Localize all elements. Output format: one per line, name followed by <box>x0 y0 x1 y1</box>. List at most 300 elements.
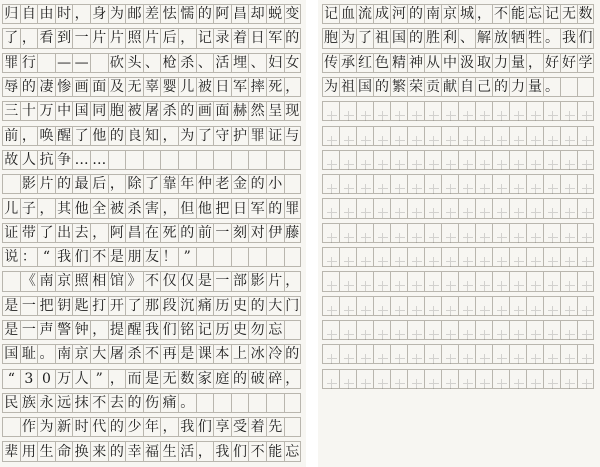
show-through-mark <box>444 158 458 172</box>
grid-cell <box>373 4 390 24</box>
grid-cell <box>72 393 90 413</box>
grid-cell <box>458 344 475 364</box>
grid-cell <box>213 101 231 121</box>
handwritten-char: 万 <box>57 370 72 387</box>
handwritten-char: 说 <box>4 249 19 266</box>
handwritten-char: 影 <box>250 273 265 290</box>
grid-cell <box>322 223 339 243</box>
show-through-mark <box>529 231 543 245</box>
show-through-mark <box>580 158 594 172</box>
grid-cell <box>458 126 475 146</box>
grid-cell <box>390 101 407 121</box>
handwritten-char: 的 <box>109 127 124 144</box>
grid-cell <box>441 4 458 24</box>
grid-cell <box>407 77 424 97</box>
handwritten-char: 钥 <box>57 297 72 314</box>
show-through-mark <box>563 109 577 123</box>
grid-cell <box>339 77 356 97</box>
handwritten-char: 的 <box>197 6 212 23</box>
grid-cell <box>339 344 356 364</box>
grid-cell <box>196 223 214 243</box>
show-through-mark <box>461 134 475 148</box>
handwritten-char: 生 <box>39 443 54 460</box>
grid-cell <box>160 247 178 267</box>
text-line <box>2 53 301 73</box>
grid-cell <box>231 28 249 48</box>
text-line <box>2 393 301 413</box>
show-through-mark <box>342 328 356 342</box>
grid-cell <box>560 101 577 121</box>
grid-cell <box>213 53 231 73</box>
handwritten-char: — <box>74 54 89 71</box>
grid-cell <box>20 271 38 291</box>
grid-cell <box>509 126 526 146</box>
grid-cell <box>55 77 73 97</box>
show-through-mark <box>376 206 390 220</box>
grid-cell <box>90 174 108 194</box>
grid-cell <box>143 150 161 170</box>
grid-cell <box>560 77 577 97</box>
handwritten-char: 却 <box>250 6 265 23</box>
grid-cell <box>543 247 560 267</box>
show-through-mark <box>376 231 390 245</box>
show-through-mark <box>359 255 373 269</box>
handwritten-char: 除 <box>127 176 142 193</box>
show-through-mark <box>495 206 509 220</box>
handwritten-char: 史 <box>233 322 248 339</box>
grid-cell <box>72 296 90 316</box>
grid-cell <box>248 369 266 389</box>
grid-cell <box>284 174 302 194</box>
grid-cell <box>160 101 178 121</box>
text-line <box>2 296 301 316</box>
grid-cell <box>322 4 339 24</box>
handwritten-char: 那 <box>145 297 160 314</box>
grid-cell <box>266 223 284 243</box>
grid-cell <box>37 126 55 146</box>
grid-cell <box>248 198 266 218</box>
handwritten-char: 先 <box>268 419 283 436</box>
handwritten-char: 国 <box>358 79 372 96</box>
show-through-mark <box>359 231 373 245</box>
handwritten-char: 而 <box>127 370 142 387</box>
handwritten-char: “ <box>7 370 15 387</box>
grid-cell <box>441 369 458 389</box>
handwritten-char: ， <box>92 322 107 339</box>
show-through-mark <box>512 328 526 342</box>
grid-cell <box>424 126 441 146</box>
empty-grid-row <box>322 296 594 316</box>
grid-cell <box>55 369 73 389</box>
handwritten-char: 换 <box>74 443 89 460</box>
grid-cell <box>322 369 339 389</box>
text-line <box>2 174 301 194</box>
handwritten-char: 怯 <box>162 6 177 23</box>
grid-cell <box>72 344 90 364</box>
grid-cell <box>492 223 509 243</box>
grid-cell <box>90 441 108 461</box>
grid-cell <box>356 174 373 194</box>
grid-cell <box>125 320 143 340</box>
handwritten-char: 军 <box>250 200 265 217</box>
handwritten-char: 老 <box>215 176 230 193</box>
grid-cell <box>90 344 108 364</box>
grid-cell <box>72 150 90 170</box>
grid-cell <box>390 320 407 340</box>
grid-cell <box>231 393 249 413</box>
handwritten-char: ： <box>21 249 36 266</box>
grid-cell <box>248 150 266 170</box>
grid-cell <box>373 150 390 170</box>
grid-cell <box>2 77 20 97</box>
handwritten-char: 了 <box>74 127 89 144</box>
grid-cell <box>577 4 594 24</box>
grid-cell <box>560 150 577 170</box>
grid-cell <box>560 296 577 316</box>
handwritten-char: 中 <box>443 54 457 71</box>
grid-cell <box>2 28 20 48</box>
handwritten-char: 醒 <box>57 127 72 144</box>
grid-cell <box>178 53 196 73</box>
grid-cell <box>424 150 441 170</box>
show-through-mark <box>529 109 543 123</box>
handwritten-char: 人 <box>21 151 36 168</box>
grid-cell <box>560 344 577 364</box>
text-line <box>2 344 301 364</box>
grid-cell <box>160 344 178 364</box>
grid-cell <box>322 174 339 194</box>
show-through-mark <box>461 304 475 318</box>
grid-cell <box>160 441 178 461</box>
handwritten-char: 抗 <box>39 151 54 168</box>
show-through-mark <box>325 206 339 220</box>
grid-cell <box>213 344 231 364</box>
handwritten-char: 们 <box>578 30 593 47</box>
grid-cell <box>322 247 339 267</box>
grid-cell <box>72 441 90 461</box>
handwritten-char: 昌 <box>127 224 142 241</box>
handwritten-char <box>3 418 20 436</box>
show-through-mark <box>427 279 441 293</box>
grid-cell <box>213 417 231 437</box>
show-through-mark <box>461 231 475 245</box>
handwritten-char: 南 <box>426 6 440 23</box>
grid-cell <box>356 271 373 291</box>
grid-cell <box>178 296 196 316</box>
grid-cell <box>475 28 492 48</box>
handwritten-char: 身 <box>92 6 107 23</box>
grid-cell <box>458 223 475 243</box>
show-through-mark <box>427 352 441 366</box>
grid-cell <box>560 271 577 291</box>
handwritten-char: … <box>92 151 107 168</box>
handwritten-char: 福 <box>145 443 160 460</box>
show-through-mark <box>461 328 475 342</box>
show-through-mark <box>529 377 543 391</box>
handwritten-char: 活 <box>180 443 195 460</box>
show-through-mark <box>546 134 560 148</box>
handwritten-char: 庭 <box>215 370 230 387</box>
grid-cell <box>577 247 594 267</box>
grid-cell <box>424 223 441 243</box>
show-through-mark <box>563 255 577 269</box>
grid-cell <box>20 28 38 48</box>
handwritten-char: 承 <box>341 54 355 71</box>
handwritten-char: 为 <box>324 79 338 96</box>
grid-cell <box>509 296 526 316</box>
grid-cell <box>178 4 196 24</box>
handwritten-char <box>3 175 20 193</box>
grid-cell <box>90 296 108 316</box>
show-through-mark <box>529 182 543 196</box>
handwritten-char: 的 <box>285 30 300 47</box>
grid-cell <box>407 4 424 24</box>
handwritten-char: ， <box>21 30 36 47</box>
handwritten-char: 证 <box>268 127 283 144</box>
grid-cell <box>143 126 161 146</box>
grid-cell <box>560 4 577 24</box>
handwritten-char: 年 <box>180 176 195 193</box>
grid-cell <box>577 53 594 73</box>
grid-cell <box>509 53 526 73</box>
grid-cell <box>20 369 38 389</box>
grid-cell <box>20 198 38 218</box>
handwritten-char: ， <box>39 200 54 217</box>
show-through-mark <box>325 109 339 123</box>
grid-cell <box>266 28 284 48</box>
grid-cell <box>125 441 143 461</box>
handwritten-char: 大 <box>92 346 107 363</box>
grid-cell <box>143 344 161 364</box>
handwritten-char <box>91 54 108 72</box>
grid-cell <box>20 126 38 146</box>
text-line <box>2 101 301 121</box>
grid-cell <box>2 53 20 73</box>
handwritten-char: 凄 <box>39 79 54 96</box>
handwritten-char: 对 <box>250 224 265 241</box>
grid-cell <box>231 296 249 316</box>
handwritten-char: 成 <box>375 6 389 23</box>
grid-cell <box>55 4 73 24</box>
handwritten-char: ， <box>162 127 177 144</box>
grid-cell <box>509 174 526 194</box>
grid-cell <box>424 296 441 316</box>
grid-cell <box>492 369 509 389</box>
handwritten-char: 红 <box>358 54 372 71</box>
grid-cell <box>108 174 126 194</box>
handwritten-char: 为 <box>109 6 124 23</box>
show-through-mark <box>359 158 373 172</box>
show-through-mark <box>342 134 356 148</box>
grid-cell <box>266 126 284 146</box>
grid-cell <box>213 320 231 340</box>
handwritten-char: 三 <box>4 103 19 120</box>
show-through-mark <box>342 279 356 293</box>
grid-cell <box>20 247 38 267</box>
show-through-mark <box>427 182 441 196</box>
grid-cell <box>492 28 509 48</box>
grid-cell <box>108 247 126 267</box>
grid-cell <box>407 101 424 121</box>
handwritten-char: 朋 <box>127 249 142 266</box>
grid-cell <box>55 296 73 316</box>
grid-cell <box>108 417 126 437</box>
handwritten-char: 享 <box>215 419 230 436</box>
show-through-mark <box>325 328 339 342</box>
grid-cell <box>509 4 526 24</box>
grid-cell <box>178 174 196 194</box>
show-through-mark <box>546 158 560 172</box>
grid-cell <box>356 150 373 170</box>
grid-cell <box>108 369 126 389</box>
handwritten-char: 解 <box>477 30 491 47</box>
handwritten-char: 不 <box>494 6 508 23</box>
handwritten-char: 数 <box>578 6 593 23</box>
grid-cell <box>526 174 543 194</box>
grid-cell <box>284 150 302 170</box>
handwritten-char: 、 <box>250 54 265 71</box>
grid-cell <box>284 393 302 413</box>
grid-cell <box>356 101 373 121</box>
handwritten-char: 其 <box>57 200 72 217</box>
handwritten-char: 归 <box>4 6 19 23</box>
grid-cell <box>390 296 407 316</box>
grid-cell <box>266 296 284 316</box>
grid-cell <box>458 53 475 73</box>
show-through-mark <box>580 352 594 366</box>
handwritten-char: 片 <box>268 273 283 290</box>
grid-cell <box>248 174 266 194</box>
show-through-mark <box>393 231 407 245</box>
grid-cell <box>125 344 143 364</box>
empty-grid-row <box>322 101 594 121</box>
show-through-mark <box>478 352 492 366</box>
handwritten-char: 惨 <box>57 79 72 96</box>
handwritten-char: ， <box>197 443 212 460</box>
grid-cell <box>339 198 356 218</box>
handwritten-char: 子 <box>21 200 36 217</box>
grid-cell <box>143 4 161 24</box>
grid-cell <box>373 174 390 194</box>
handwritten-char: 他 <box>197 200 212 217</box>
handwritten-char: 着 <box>250 419 265 436</box>
handwritten-char: 繁 <box>392 79 406 96</box>
show-through-mark <box>563 279 577 293</box>
grid-cell <box>231 247 249 267</box>
show-through-mark <box>376 158 390 172</box>
grid-cell <box>196 271 214 291</box>
grid-cell <box>125 126 143 146</box>
show-through-mark <box>444 328 458 342</box>
grid-cell <box>543 174 560 194</box>
grid-cell <box>55 247 73 267</box>
grid-cell <box>37 150 55 170</box>
handwritten-char: 知 <box>145 127 160 144</box>
grid-cell <box>143 441 161 461</box>
handwritten-char: 被 <box>109 200 124 217</box>
handwritten-char: 仲 <box>197 176 212 193</box>
handwritten-char: 唤 <box>39 127 54 144</box>
handwritten-char: 的 <box>180 103 195 120</box>
handwritten-char: 痛 <box>197 297 212 314</box>
show-through-mark <box>580 109 594 123</box>
handwritten-char: 了 <box>358 30 372 47</box>
show-through-mark <box>495 109 509 123</box>
grid-cell <box>543 77 560 97</box>
grid-cell <box>284 28 302 48</box>
grid-cell <box>373 126 390 146</box>
show-through-mark <box>478 134 492 148</box>
handwritten-char: 京 <box>57 273 72 290</box>
show-through-mark <box>580 231 594 245</box>
grid-cell <box>196 369 214 389</box>
show-through-mark <box>376 255 390 269</box>
handwritten-char: 力 <box>494 54 508 71</box>
handwritten-char: 记 <box>545 6 559 23</box>
show-through-mark <box>495 304 509 318</box>
show-through-mark <box>427 206 441 220</box>
grid-cell <box>248 417 266 437</box>
grid-cell <box>526 296 543 316</box>
show-through-mark <box>529 255 543 269</box>
text-line <box>2 417 301 437</box>
grid-cell <box>475 296 492 316</box>
show-through-mark <box>580 328 594 342</box>
handwritten-char: 大 <box>268 297 283 314</box>
grid-cell <box>20 344 38 364</box>
handwritten-char: 时 <box>57 6 72 23</box>
show-through-mark <box>342 206 356 220</box>
handwritten-char: 被 <box>197 79 212 96</box>
handwritten-char: ， <box>477 6 491 23</box>
show-through-mark <box>393 158 407 172</box>
grid-cell <box>441 53 458 73</box>
grid-cell <box>213 393 231 413</box>
grid-cell <box>322 320 339 340</box>
show-through-mark <box>427 134 441 148</box>
grid-cell <box>509 320 526 340</box>
show-through-mark <box>461 279 475 293</box>
grid-cell <box>160 150 178 170</box>
handwritten-char: 儿 <box>180 79 195 96</box>
handwritten-char: 的 <box>180 224 195 241</box>
show-through-mark <box>427 158 441 172</box>
show-through-mark <box>478 206 492 220</box>
handwritten-char: 片 <box>92 30 107 47</box>
handwritten-char: 照 <box>74 273 89 290</box>
handwritten-char: 是 <box>109 249 124 266</box>
grid-cell <box>475 271 492 291</box>
grid-cell <box>322 271 339 291</box>
grid-cell <box>356 296 373 316</box>
handwritten-char: 被 <box>127 103 142 120</box>
show-through-mark <box>410 231 424 245</box>
grid-cell <box>543 344 560 364</box>
grid-cell <box>475 53 492 73</box>
handwritten-char: 利 <box>443 30 457 47</box>
grid-cell <box>339 174 356 194</box>
handwritten-char: 辱 <box>4 79 19 96</box>
show-through-mark <box>495 134 509 148</box>
grid-cell <box>108 28 126 48</box>
handwritten-char: 匙 <box>74 297 89 314</box>
handwritten-char: 他 <box>74 200 89 217</box>
handwritten-char: 后 <box>92 176 107 193</box>
show-through-mark <box>410 206 424 220</box>
handwritten-char: ， <box>285 370 300 387</box>
grid-cell <box>475 247 492 267</box>
grid-cell <box>458 4 475 24</box>
